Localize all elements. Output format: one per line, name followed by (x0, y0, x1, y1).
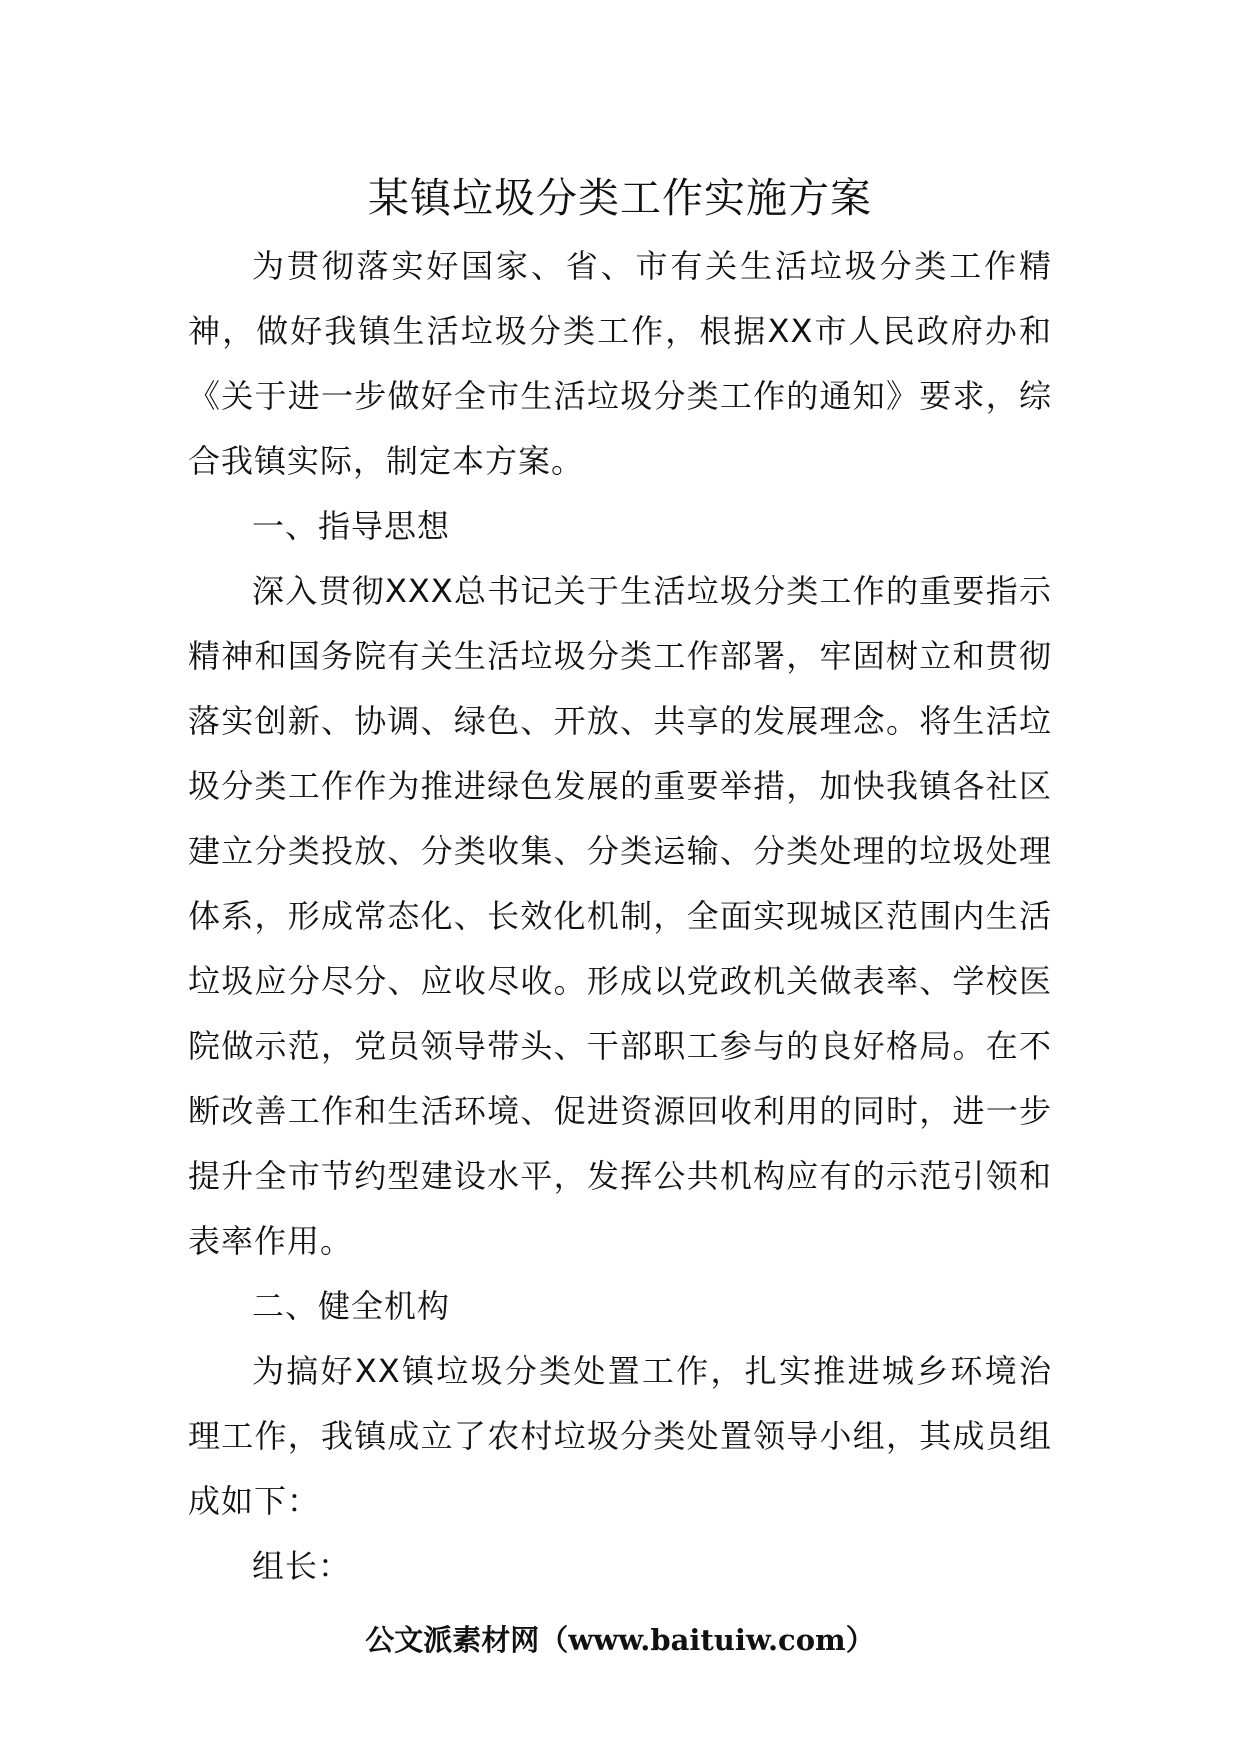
document-body (188, 234, 1052, 1599)
watermark-footer: 公文派素材网（www.baituiw.com） (365, 1623, 875, 1657)
intro-paragraph: 为贯彻落实好国家、省、市有关生活垃圾分类工作精神，做好我镇生活垃圾分类工作，根据XX市人民政府办和《关于进一步做好全市生活垃圾分类工作的通知》要求，综合我镇实际，制定本方案。 (188, 247, 1052, 480)
section-heading-organization: 二、健全机构 (252, 1287, 451, 1325)
document-title: 某镇垃圾分类工作实施方案 (368, 174, 872, 222)
group-leader-line: 组长： (252, 1547, 352, 1585)
section-heading-guiding-ideology: 一、指导思想 (252, 507, 451, 545)
guiding-ideology-paragraph: 深入贯彻XXX总书记关于生活垃圾分类工作的重要指示精神和国务院有关生活垃圾分类工作部署，牢固树立和贯彻落实创新、协调、绿色、开放、共享的发展理念。将生活垃圾分类工作作为推进绿色发展的重要举措，加快我镇各社区建立分类投放、分类收集、分类运输、分类处理的垃圾处理体系，形成常态化、长效化机制，全面实现城区范围内生活垃圾应分尽分、应收尽收。形成以党政机关做表率、学校医院做示范，党员领导带头、干部职工参与的良好格局。在不断改善工作和生活环境、促进资源回收利用的同时，进一步提升全市节约型建设水平，发挥公共机构应有的示范引领和表率作用。 (188, 572, 1052, 1260)
organization-paragraph: 为搞好XX镇垃圾分类处置工作，扎实推进城乡环境治理工作，我镇成立了农村垃圾分类处置领导小组，其成员组成如下： (188, 1352, 1052, 1520)
